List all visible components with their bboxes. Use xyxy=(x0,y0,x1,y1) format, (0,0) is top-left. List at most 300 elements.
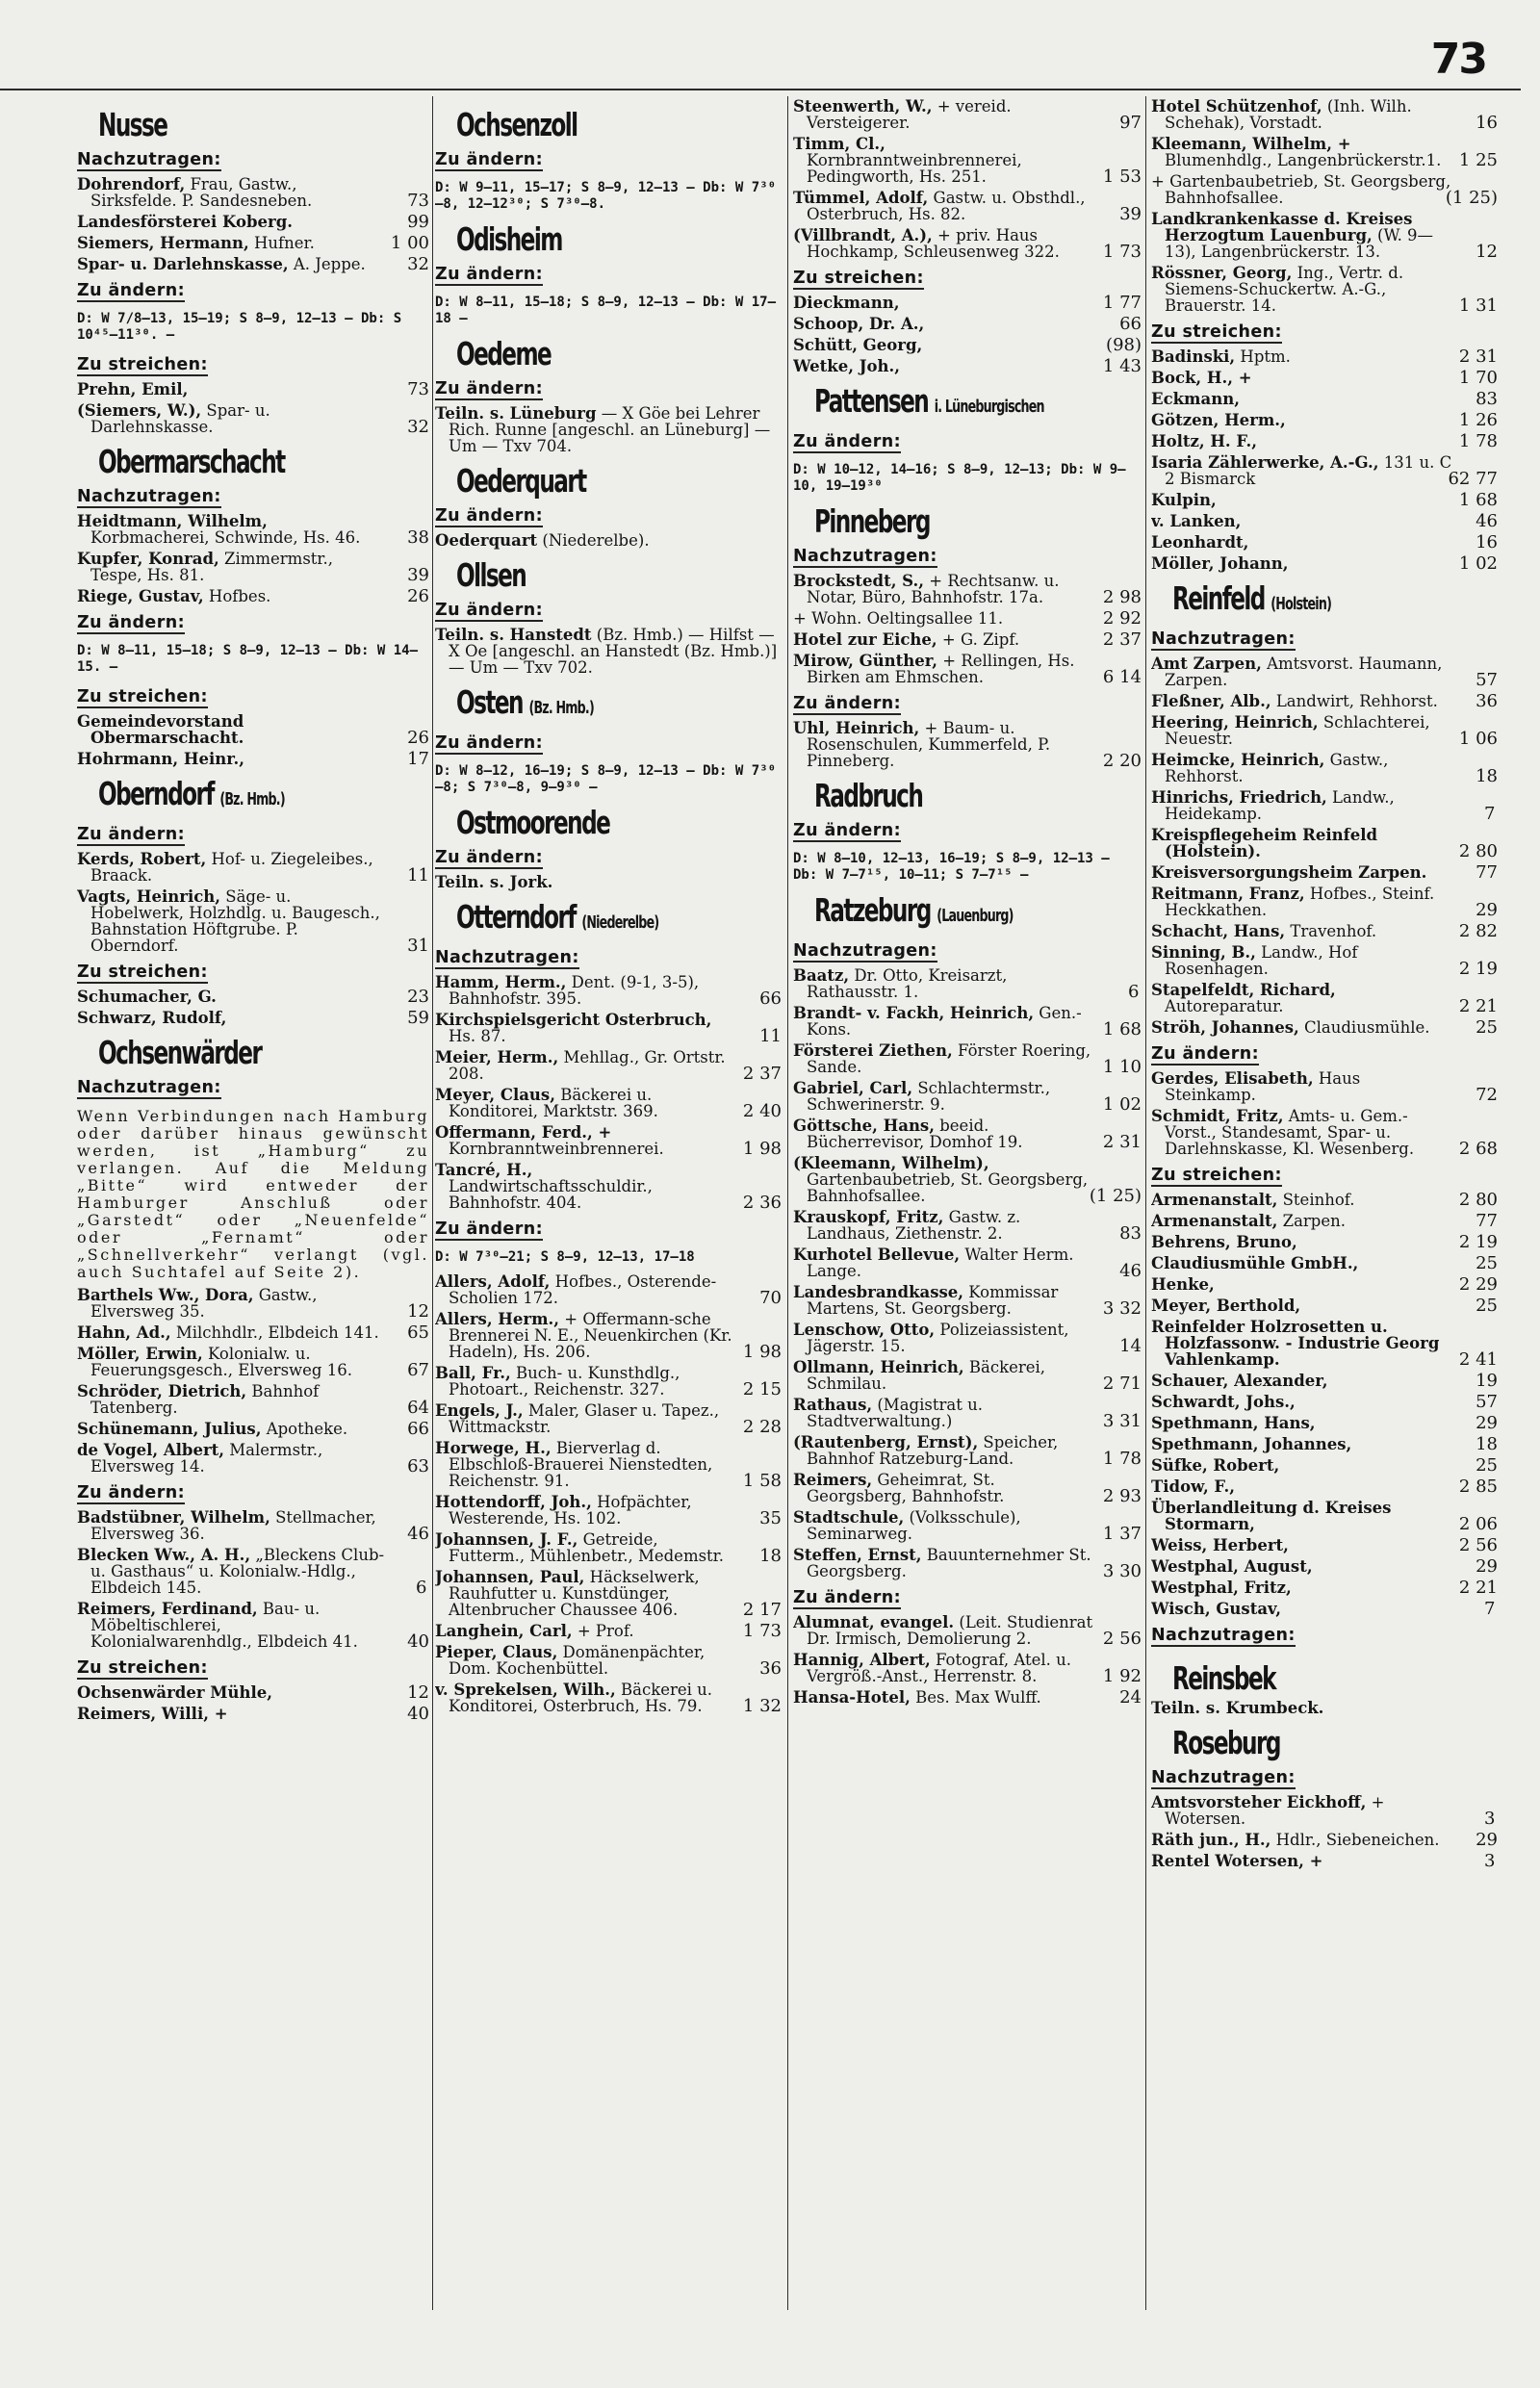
subscriber-details: Polizeiassistent, Jägerstr. 15. xyxy=(807,1321,1069,1355)
subscriber-name: (Kleemann, Wilhelm), xyxy=(793,1154,989,1172)
subscriber-name: Kurhotel Bellevue, xyxy=(793,1245,961,1264)
directory-entry xyxy=(435,1644,782,1677)
section-heading: Nachzutragen: xyxy=(1151,1626,1296,1645)
subscriber-name: Hannig, Albert, xyxy=(793,1651,931,1669)
subscriber-details: + Baum- u. Rosenschulen, Kummerfeld, P. Pinneberg. xyxy=(807,719,1051,770)
directory-entry xyxy=(793,295,1142,311)
phone-number: 2 29 xyxy=(1458,1274,1498,1295)
section-heading: Zu ändern: xyxy=(77,825,185,844)
subscriber-name: Meyer, Claus, xyxy=(435,1086,555,1104)
phone-number: 63 xyxy=(407,1456,429,1476)
section-heading-row xyxy=(435,944,782,974)
phone-number: 12 xyxy=(407,1301,429,1322)
phone-number: 2 92 xyxy=(1102,608,1142,629)
section-heading: Zu streichen: xyxy=(1151,322,1282,342)
subscriber-name: Reimers, Ferdinand, xyxy=(77,1600,258,1618)
directory-entry xyxy=(1151,752,1498,784)
phone-number: 1 98 xyxy=(742,1139,782,1159)
subscriber-details: + Offermann-sche Brennerei N. E., Neuenkirchen (Kr. Hadeln), Hs. 206. xyxy=(449,1310,732,1361)
phone-number: 2 19 xyxy=(1458,959,1498,979)
phone-number: 31 xyxy=(407,936,429,956)
phone-number: 77 xyxy=(1476,1211,1498,1231)
subscriber-name: Kreisversorgungsheim Zarpen. xyxy=(1151,863,1427,882)
subscriber-name: Teiln. s. Jork. xyxy=(435,873,553,891)
section-heading-row xyxy=(77,821,429,851)
directory-entry xyxy=(793,1080,1142,1113)
subscriber-details: Buch- u. Kunsthdlg., Photoart., Reichenstr. 327. xyxy=(449,1364,680,1399)
subscriber-name: Allers, Herm., xyxy=(435,1310,560,1328)
directory-entry xyxy=(793,610,1142,627)
phone-number: 1 37 xyxy=(1102,1524,1142,1544)
directory-entry xyxy=(1151,1457,1498,1474)
subscriber-name: Dohrendorf, xyxy=(77,175,186,193)
phone-number: 32 xyxy=(407,254,429,274)
subscriber-details: Säge- u. Hobelwerk, Holzhdlg. u. Baugesch., Bahnstation Höftgrube. P. Oberndorf. xyxy=(90,887,380,955)
subscriber-name: Teiln. s. Hanstedt xyxy=(435,626,592,644)
subscriber-details: Dr. Otto, Kreisarzt, Rathausstr. 1. xyxy=(807,966,1008,1001)
subscriber-details: Gastw. u. Obsthdl., Osterbruch, Hs. 82. xyxy=(807,189,1086,223)
subscriber-details: Häckselwerk, Rauhfutter u. Kunstdünger, Altenbrucher Chaussee 406. xyxy=(449,1568,700,1619)
phone-number: (1 25) xyxy=(1089,1186,1142,1206)
directory-entry xyxy=(435,1569,782,1618)
phone-number: 2 68 xyxy=(1458,1139,1498,1159)
place-name: Odisheim xyxy=(456,220,562,258)
subscriber-name: Badstübner, Wilhelm, xyxy=(77,1508,270,1527)
subscriber-details: Bierverlag d. Elbschloß-Brauerei Nienstedten, Reichenstr. 91. xyxy=(449,1439,713,1490)
subscriber-name: Siemers, Hermann, xyxy=(77,234,249,252)
section-heading-row xyxy=(77,959,429,989)
directory-entry xyxy=(1151,1319,1498,1368)
subscriber-name: Landesförsterei Koberg. xyxy=(77,213,294,231)
directory-entry xyxy=(1151,1500,1498,1532)
subscriber-details: beeid. Bücherrevisor, Domhof 19. xyxy=(807,1117,1023,1151)
directory-entry xyxy=(793,631,1142,648)
subscriber-details: Zimmermstr., Tespe, Hs. 81. xyxy=(90,550,333,584)
section-heading-row xyxy=(435,844,782,874)
subscriber-name: Räth jun., H., xyxy=(1151,1831,1271,1849)
directory-entry xyxy=(77,1346,429,1378)
section-heading-row xyxy=(77,483,429,513)
section-heading: Zu ändern: xyxy=(435,150,543,169)
subscriber-name: Hansa-Hotel, xyxy=(793,1688,911,1707)
directory-entry xyxy=(77,1684,429,1701)
section-heading-row xyxy=(435,375,782,405)
subscriber-name: Göttsche, Hans, xyxy=(793,1117,935,1135)
phone-number: 77 xyxy=(1476,862,1498,883)
section-heading-row xyxy=(435,146,782,176)
section-heading: Zu ändern: xyxy=(435,265,543,284)
subscriber-name: Sinning, B., xyxy=(1151,943,1256,962)
phone-number: 2 28 xyxy=(742,1417,782,1437)
directory-entry xyxy=(1151,348,1498,365)
subscriber-name: Schwarz, Rudolf, xyxy=(77,1009,227,1027)
subscriber-name: Rathaus, xyxy=(793,1396,873,1414)
subscriber-details: (Bz. Hmb.) — Hilfst — X Oe [angeschl. an Hanstedt (Bz. Hmb.)] — Um — Txv 702. xyxy=(449,626,778,677)
section-heading-row xyxy=(1151,1764,1498,1794)
subscriber-name: Hotel zur Eiche, xyxy=(793,630,937,649)
subscriber-name: Offermann, Ferd., + xyxy=(435,1123,612,1142)
directory-entry xyxy=(1151,1213,1498,1229)
section-heading-row xyxy=(77,1074,429,1104)
phone-number: 1 98 xyxy=(742,1342,782,1362)
subscriber-details: Amts- u. Gem.-Vorst., Standesamt, Spar- u. Darlehnskasse, Kl. Wesenberg. xyxy=(1165,1107,1415,1158)
place-heading xyxy=(98,1036,356,1070)
directory-entry xyxy=(435,1682,782,1714)
directory-entry xyxy=(1151,1255,1498,1271)
phone-number: 1 26 xyxy=(1458,410,1498,430)
directory-entry xyxy=(435,1494,782,1527)
phone-number: 1 68 xyxy=(1458,490,1498,510)
phone-number: 1 73 xyxy=(1102,242,1142,262)
place-heading xyxy=(456,222,710,257)
subscriber-details: Schlachterei, Neuestr. xyxy=(1165,713,1430,748)
directory-entry xyxy=(77,256,429,272)
phone-number: 2 19 xyxy=(1458,1232,1498,1252)
column-4 xyxy=(1151,98,1498,2312)
directory-entry xyxy=(793,1117,1142,1150)
subscriber-name: Pieper, Claus, xyxy=(435,1643,558,1661)
place-heading xyxy=(456,900,710,940)
phone-number: 24 xyxy=(1119,1687,1142,1708)
phone-number: 39 xyxy=(1119,204,1142,224)
subscriber-name: Langhein, Carl, xyxy=(435,1622,573,1640)
section-heading-row xyxy=(435,1216,782,1245)
subscriber-name: Reinfelder Holzrosetten u. Holzfassonw. - Industrie Georg Vahlenkamp. xyxy=(1151,1318,1440,1369)
directory-entry xyxy=(1151,492,1498,508)
phone-number: 2 31 xyxy=(1458,347,1498,367)
subscriber-name: Spar- u. Darlehnskasse, xyxy=(77,255,289,273)
subscriber-name: Kleemann, Wilhelm, + xyxy=(1151,135,1351,153)
phone-number: 2 36 xyxy=(742,1193,782,1213)
subscriber-name: Hamm, Herm., xyxy=(435,973,567,991)
phone-number: 1 78 xyxy=(1458,431,1498,451)
column-divider xyxy=(432,96,433,2310)
directory-entry xyxy=(435,1402,782,1435)
subscriber-name: Ochsenwärder Mühle, xyxy=(77,1683,273,1702)
phone-number: 23 xyxy=(407,987,429,1007)
place-name: Oedeme xyxy=(456,335,552,372)
section-heading-row xyxy=(77,277,429,307)
phone-number: 2 82 xyxy=(1458,921,1498,941)
subscriber-name: Holtz, H. F., xyxy=(1151,432,1257,450)
directory-entry xyxy=(1151,1394,1498,1410)
subscriber-name: Schacht, Hans, xyxy=(1151,922,1286,940)
phone-number: 62 77 xyxy=(1448,469,1498,489)
directory-entry xyxy=(1151,433,1498,449)
subscriber-name: Reitmann, Franz, xyxy=(1151,885,1305,903)
directory-entry xyxy=(1151,655,1498,688)
directory-entry xyxy=(1151,1108,1498,1157)
directory-entry xyxy=(1151,1234,1498,1250)
column-2 xyxy=(435,98,782,2312)
directory-entry xyxy=(1151,555,1498,572)
phone-number: 1 02 xyxy=(1458,553,1498,574)
subscriber-name: Försterei Ziethen, xyxy=(793,1041,953,1060)
directory-entry: Baatz, Dr. Otto, Kreisarzt, Rathausstr. 1. 6 xyxy=(793,966,1140,1002)
subscriber-details: + Prof. xyxy=(572,1622,634,1640)
subscriber-details: — X Göe bei Lehrer Rich. Runne [angeschl. an Lüneburg] — Um — Txv 704. xyxy=(449,404,771,455)
subscriber-details: Spar- u. Darlehnskasse. xyxy=(90,401,270,436)
subscriber-name: Schumacher, G. xyxy=(77,988,217,1006)
subscriber-name: Hottendorff, Joh., xyxy=(435,1493,592,1511)
subscriber-details: A. Jeppe. xyxy=(288,255,366,273)
place-qualifier: (Holstein) xyxy=(1270,594,1332,614)
directory-entry xyxy=(1151,370,1498,386)
subscriber-name: Kerds, Robert, xyxy=(77,850,207,868)
phone-number: 1 10 xyxy=(1102,1057,1142,1077)
directory-entry xyxy=(1151,1192,1498,1208)
section-heading: Zu streichen: xyxy=(793,269,924,288)
subscriber-name: Hohrmann, Heinr., xyxy=(77,750,244,768)
place-name: Ostmoorende xyxy=(456,804,610,841)
subscriber-details: + vereid. Versteigerer. xyxy=(807,98,1012,132)
directory-entry xyxy=(793,653,1142,685)
directory-entry xyxy=(77,1383,429,1416)
subscriber-name: Kreispflegeheim Reinfeld (Holstein). xyxy=(1151,826,1377,860)
subscriber-details: + Gartenbaubetrieb, St. Georgsberg, Bahnhofsallee. xyxy=(1151,172,1451,207)
directory-entry: Amtsvorsteher Eickhoff, + Wotersen. 3 xyxy=(1151,1793,1496,1829)
directory-entry xyxy=(793,1209,1142,1242)
subscriber-name: Dieckmann, xyxy=(793,294,900,312)
directory-entry xyxy=(435,1049,782,1082)
phone-number: 29 xyxy=(1476,1556,1498,1577)
directory-entry xyxy=(77,381,429,398)
phone-number: 1 73 xyxy=(742,1621,782,1641)
subscriber-details: Hofbes., Steinf. Heckkathen. xyxy=(1165,885,1435,919)
service-hours: D: W 9—11, 15—17; S 8—9, 12—13 — Db: W 7³⁰—8, 12—12³⁰; S 7³⁰—8. xyxy=(435,180,777,212)
directory-entry xyxy=(1151,136,1498,168)
subscriber-details: Hof- u. Ziegeleibes., Braack. xyxy=(90,850,373,885)
service-hours: D: W 8—12, 16—19; S 8—9, 12—13 — Db: W 7³⁰—8; S 7³⁰—8, 9—9³⁰ — xyxy=(435,763,777,795)
subscriber-name: Heimcke, Heinrich, xyxy=(1151,751,1325,769)
subscriber-name: Schröder, Dietrich, xyxy=(77,1382,247,1400)
phone-number: 12 xyxy=(1476,242,1498,262)
subscriber-details: Autoreparatur. xyxy=(1165,997,1284,1015)
section-heading: Zu ändern: xyxy=(1151,1044,1259,1064)
subscriber-name: Ströh, Johannes, xyxy=(1151,1018,1299,1037)
subscriber-details: Hptm. xyxy=(1235,347,1291,366)
subscriber-name: Kupfer, Konrad, xyxy=(77,550,219,568)
section-heading: Zu ändern: xyxy=(793,821,901,840)
section-heading: Nachzutragen: xyxy=(1151,629,1296,649)
phone-number: 64 xyxy=(407,1398,429,1418)
place-name: Ollsen xyxy=(456,556,526,594)
header-rule xyxy=(0,89,1521,90)
subscriber-details: + Rellingen, Hs. Birken am Ehmschen. xyxy=(807,652,1075,686)
subscriber-details: Landw., Heidekamp. xyxy=(1165,788,1395,823)
directory-entry xyxy=(1151,513,1498,529)
directory-entry xyxy=(77,1324,429,1341)
subscriber-name: Eckmann, xyxy=(1151,390,1240,408)
directory-entry xyxy=(793,1689,1142,1706)
subscriber-name: Überlandleitung d. Kreises Stormarn, xyxy=(1151,1499,1392,1533)
place-name: Reinsbek xyxy=(1172,1659,1275,1697)
directory-entry xyxy=(793,1042,1142,1075)
place-heading xyxy=(814,893,1069,934)
directory-entry xyxy=(435,405,782,454)
place-heading xyxy=(1172,1661,1426,1696)
directory-entry xyxy=(1151,534,1498,551)
directory-entry xyxy=(1151,714,1498,747)
subscriber-name: Teiln. s. Lüneburg xyxy=(435,404,597,423)
subscriber-name: Heering, Heinrich, xyxy=(1151,713,1319,732)
place-heading xyxy=(456,558,710,593)
subscriber-name: Schwardt, Johs., xyxy=(1151,1393,1296,1411)
place-name: Nusse xyxy=(98,106,167,143)
subscriber-details: Frau, Gastw., Sirksfelde. P. Sandesneben. xyxy=(90,175,313,210)
directory-entry xyxy=(435,532,782,549)
section-heading: Zu ändern: xyxy=(435,506,543,526)
directory-entry xyxy=(1151,391,1498,407)
column-1 xyxy=(77,98,429,2312)
phone-number: 18 xyxy=(1476,1434,1498,1454)
subscriber-name: Götzen, Herm., xyxy=(1151,411,1286,429)
directory-entry xyxy=(435,1365,782,1398)
phone-number: 11 xyxy=(407,865,429,886)
phone-number: 2 21 xyxy=(1458,996,1498,1016)
place-heading xyxy=(456,464,710,499)
subscriber-name: Meyer, Berthold, xyxy=(1151,1297,1301,1315)
phone-number: 29 xyxy=(1476,1413,1498,1433)
phone-number: 36 xyxy=(1476,691,1498,711)
subscriber-name: Lenschow, Otto, xyxy=(793,1321,936,1339)
subscriber-details: + Wohn. Oeltingsallee 11. xyxy=(793,609,1004,628)
phone-number: 2 85 xyxy=(1458,1476,1498,1497)
phone-number: 57 xyxy=(1476,1392,1498,1412)
directory-entry xyxy=(77,751,429,767)
phone-number: 2 31 xyxy=(1102,1132,1142,1152)
subscriber-details: Getreide, Futterm., Mühlenbetr., Medemstr. xyxy=(449,1530,725,1565)
subscriber-details: Domänenpächter, Dom. Kochenbüttel. xyxy=(449,1643,706,1678)
subscriber-details: Kommissar Martens, St. Georgsberg. xyxy=(807,1283,1059,1318)
place-name: Pattensen xyxy=(814,382,929,420)
phone-number: 19 xyxy=(1476,1371,1498,1391)
subscriber-name: Alumnat, evangel. xyxy=(793,1613,955,1631)
place-name: Ochsenwärder xyxy=(98,1034,262,1071)
subscriber-name: Süfke, Robert, xyxy=(1151,1456,1280,1475)
directory-entry xyxy=(435,1162,782,1211)
subscriber-details: (Niederelbe). xyxy=(537,531,650,550)
section-heading-row xyxy=(793,543,1142,573)
subscriber-name: Hahn, Ad., xyxy=(77,1323,171,1342)
subscriber-details: Schlachtermstr., Schwerinerstr. 9. xyxy=(807,1079,1051,1114)
phone-number: 1 43 xyxy=(1102,356,1142,376)
subscriber-name: Henke, xyxy=(1151,1275,1215,1294)
phone-number: 1 68 xyxy=(1102,1019,1142,1040)
subscriber-name: Kulpin, xyxy=(1151,491,1217,509)
directory-entry xyxy=(77,1287,429,1320)
subscriber-name: Amt Zarpen, xyxy=(1151,655,1262,673)
directory-entry xyxy=(435,627,782,676)
service-hours: D: W 7³⁰—21; S 8—9, 12—13, 17—18 xyxy=(435,1249,695,1265)
directory-entry xyxy=(77,402,429,435)
phone-number: 14 xyxy=(1119,1336,1142,1356)
section-heading: Zu ändern: xyxy=(793,694,901,713)
subscriber-details: + Rechtsanw. u. Notar, Büro, Bahnhofstr. 17a. xyxy=(807,572,1060,606)
subscriber-name: v. Lanken, xyxy=(1151,512,1242,530)
subscriber-name: Hotel Schützenhof, xyxy=(1151,98,1322,116)
directory-entry xyxy=(435,974,782,1007)
directory-entry: Hinrichs, Friedrich, Landw., Heidekamp. 7 xyxy=(1151,788,1496,824)
subscriber-name: Möller, Erwin, xyxy=(77,1345,203,1363)
directory-entry xyxy=(1151,454,1498,487)
subscriber-details: Travenhof. xyxy=(1285,922,1377,940)
place-heading xyxy=(1172,581,1426,622)
directory-entry xyxy=(1151,211,1498,260)
subscriber-details: (W. 9—13), Langenbrückerstr. 13. xyxy=(1165,226,1434,261)
place-name: Osten xyxy=(456,683,523,721)
directory-entry xyxy=(1151,1700,1498,1716)
subscriber-details: Förster Roering, Sande. xyxy=(807,1041,1091,1076)
section-heading: Nachzutragen: xyxy=(77,1078,221,1097)
phone-number: 73 xyxy=(407,191,429,211)
place-heading xyxy=(456,108,710,142)
section-heading-row xyxy=(793,1584,1142,1614)
subscriber-name: Armenanstalt, xyxy=(1151,1191,1278,1209)
directory-entry xyxy=(77,1509,429,1542)
subscriber-name: Rössner, Georg, xyxy=(1151,264,1293,282)
section-heading-row xyxy=(77,1655,429,1684)
section-heading: Zu streichen: xyxy=(77,355,208,374)
section-heading: Zu ändern: xyxy=(435,1220,543,1239)
subscriber-details: Speicher, Bahnhof Ratzeburg-Land. xyxy=(807,1433,1059,1468)
phone-number: 2 15 xyxy=(742,1379,782,1399)
directory-entry: Blecken Ww., A. H., „Bleckens Club- u. Gasthaus“ u. Kolonialw.-Hdlg., Elbdeich 145. 6 xyxy=(77,1546,427,1598)
subscriber-name: Gabriel, Carl, xyxy=(793,1079,913,1097)
phone-number: 3 30 xyxy=(1102,1561,1142,1581)
directory-entry xyxy=(793,720,1142,769)
phone-number: 83 xyxy=(1476,389,1498,409)
subscriber-details: Hofpächter, Westerende, Hs. 102. xyxy=(449,1493,692,1528)
section-heading-row xyxy=(1151,319,1498,348)
phone-number: 16 xyxy=(1476,113,1498,133)
section-heading: Zu streichen: xyxy=(77,963,208,982)
directory-entry xyxy=(793,1472,1142,1504)
subscriber-name: Engels, J., xyxy=(435,1401,524,1420)
subscriber-name: Krauskopf, Fritz, xyxy=(793,1208,944,1226)
subscriber-name: Rentel Wotersen, + xyxy=(1151,1852,1323,1870)
phone-number: 1 25 xyxy=(1458,150,1498,170)
phone-number: 46 xyxy=(407,1524,429,1544)
directory-entry xyxy=(1151,1276,1498,1293)
phone-number: 46 xyxy=(1119,1261,1142,1281)
phone-number: 11 xyxy=(759,1026,782,1046)
subscriber-details: Landwirtschaftsschuldir., Bahnhofstr. 404. xyxy=(449,1177,653,1212)
subscriber-details: Stellmacher, Elversweg 36. xyxy=(90,1508,376,1543)
directory-entry xyxy=(1151,1297,1498,1314)
phone-number: 25 xyxy=(1476,1253,1498,1273)
subscriber-name: Armenanstalt, xyxy=(1151,1212,1278,1230)
subscriber-details: Korbmacherei, Schwinde, Hs. 46. xyxy=(90,528,361,547)
phone-number: 2 71 xyxy=(1102,1374,1142,1394)
subscriber-name: Horwege, H., xyxy=(435,1439,552,1457)
phone-number: 66 xyxy=(407,1419,429,1439)
directory-entry xyxy=(435,1531,782,1564)
phone-number: 83 xyxy=(1119,1223,1142,1244)
subscriber-name: Teiln. s. Krumbeck. xyxy=(1151,1699,1324,1717)
section-heading-row xyxy=(1151,1622,1498,1652)
phone-number: 2 37 xyxy=(742,1064,782,1084)
place-name: Ratzeburg xyxy=(814,891,931,929)
subscriber-name: Heidtmann, Wilhelm, xyxy=(77,512,268,530)
directory-entry xyxy=(793,190,1142,222)
subscriber-details: Blumenhdlg., Langenbrückerstr.1. xyxy=(1165,151,1442,169)
phone-number: 18 xyxy=(1476,766,1498,786)
phone-number: 1 77 xyxy=(1102,293,1142,313)
directory-entry xyxy=(77,551,429,583)
phone-number: 25 xyxy=(1476,1455,1498,1476)
phone-number: 2 80 xyxy=(1458,841,1498,861)
